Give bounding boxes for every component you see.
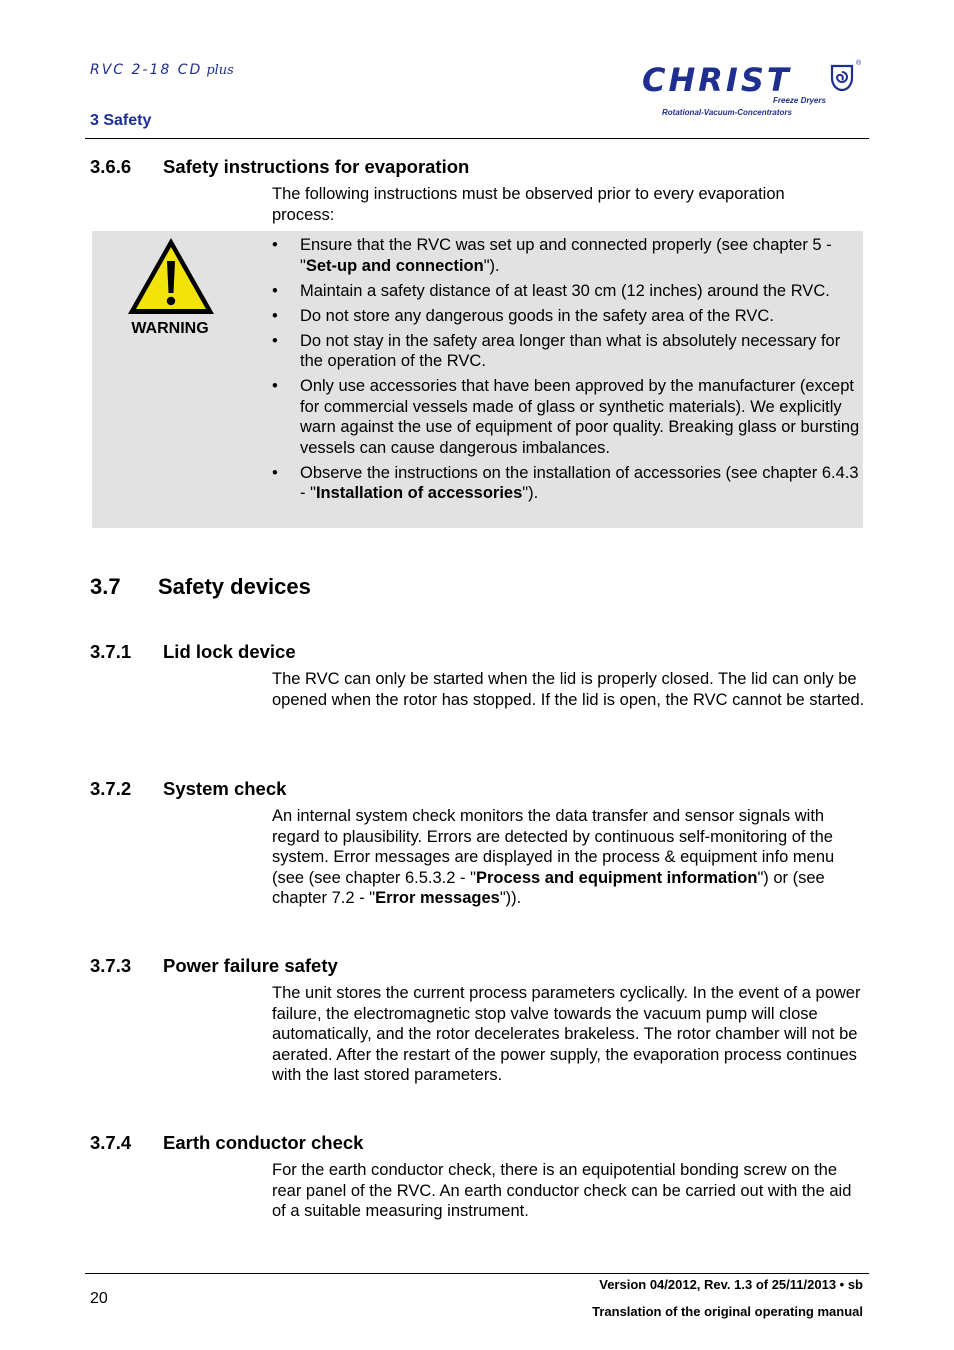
warning-label: WARNING: [131, 320, 209, 337]
warning-list: [272, 235, 860, 508]
logo-tagline-freeze-dryers: Freeze Dryers: [773, 96, 826, 105]
heading-3-7: 3.7 Safety devices: [90, 574, 311, 599]
heading-3-6-6: 3.6.6 Safety instructions for evaporation: [90, 156, 470, 177]
section-breadcrumb: 3 Safety: [90, 112, 152, 129]
warning-item: • Observe the instructions on the installation of accessories (see chapter 6.4.3 - "Installation of accessories").: [272, 463, 859, 502]
registered-mark: ®: [856, 60, 862, 67]
logo-swirl-icon: [830, 64, 854, 94]
power-failure-paragraph: The unit stores the current process parameters cyclically. In the event of a power failure, the electromagnetic stop valve towards the vacuum pump will close automatically, and the rotor decelerates brakeless. The rotor chamber will not be aerated. After the restart of the power supply, the evaporation process continues with the last stored parameters.: [272, 984, 861, 1084]
warning-item: • Maintain a safety distance of at least 30 cm (12 inches) around the RVC.: [272, 281, 830, 300]
footer-rule: [85, 1273, 869, 1274]
warning-item: • Do not stay in the safety area longer than what is absolutely necessary for the operation of the RVC.: [272, 331, 841, 370]
translation-note: Translation of the original operating manual: [592, 1304, 863, 1319]
heading-3-7-4: 3.7.4 Earth conductor check: [90, 1132, 364, 1153]
page-number: 20: [90, 1290, 108, 1307]
document-model-name: RVC 2-18 CD plus: [90, 62, 234, 78]
model-suffix: plus: [206, 63, 234, 78]
logo-wordmark: CHRIST: [642, 61, 792, 99]
warning-item: • Do not store any dangerous goods in the safety area of the RVC.: [272, 306, 774, 325]
christ-logo: [640, 60, 866, 120]
version-info: Version 04/2012, Rev. 1.3 of 25/11/2013 • sb: [599, 1277, 863, 1292]
heading-3-7-3: 3.7.3 Power failure safety: [90, 955, 338, 976]
logo-tagline-rvc: Rotational-Vacuum-Concentrators: [662, 108, 792, 117]
warning-triangle-icon: [125, 235, 217, 317]
heading-3-7-2: 3.7.2 System check: [90, 778, 287, 799]
intro-paragraph: The following instructions must be observed prior to every evaporation process:: [272, 185, 785, 224]
earth-conductor-paragraph: For the earth conductor check, there is an equipotential bonding screw on the rear panel of the RVC. An earth conductor check can be carried out with the aid of a suitable measuring instrument.: [272, 1161, 852, 1220]
heading-3-7-1: 3.7.1 Lid lock device: [90, 641, 296, 662]
header-rule: [85, 138, 869, 139]
warning-item: • Only use accessories that have been approved by the manufacturer (except for commercial vessels made of glass or synthetic materials). We explicitly warn against the use of equipment of poor quality. Breaking glass or bursting vessels can cause dangerous imbalances.: [272, 377, 860, 457]
warning-item: • Ensure that the RVC was set up and connected properly (see chapter 5 - "Set-up and connection").: [272, 236, 832, 275]
lid-lock-paragraph: The RVC can only be started when the lid is properly closed. The lid can only be opened when the rotor has stopped. If the lid is open, the RVC cannot be started.: [272, 670, 865, 709]
system-check-paragraph: An internal system check monitors the data transfer and sensor signals with regard to plausibility. Errors are detected by continuous self-monitoring of the system. Error messages are displayed in the process & equipment info menu (see (see chapter 6.5.3.2 - "Process and equipment information") or (see chapter 7.2 - "Error messages")).: [272, 807, 835, 907]
